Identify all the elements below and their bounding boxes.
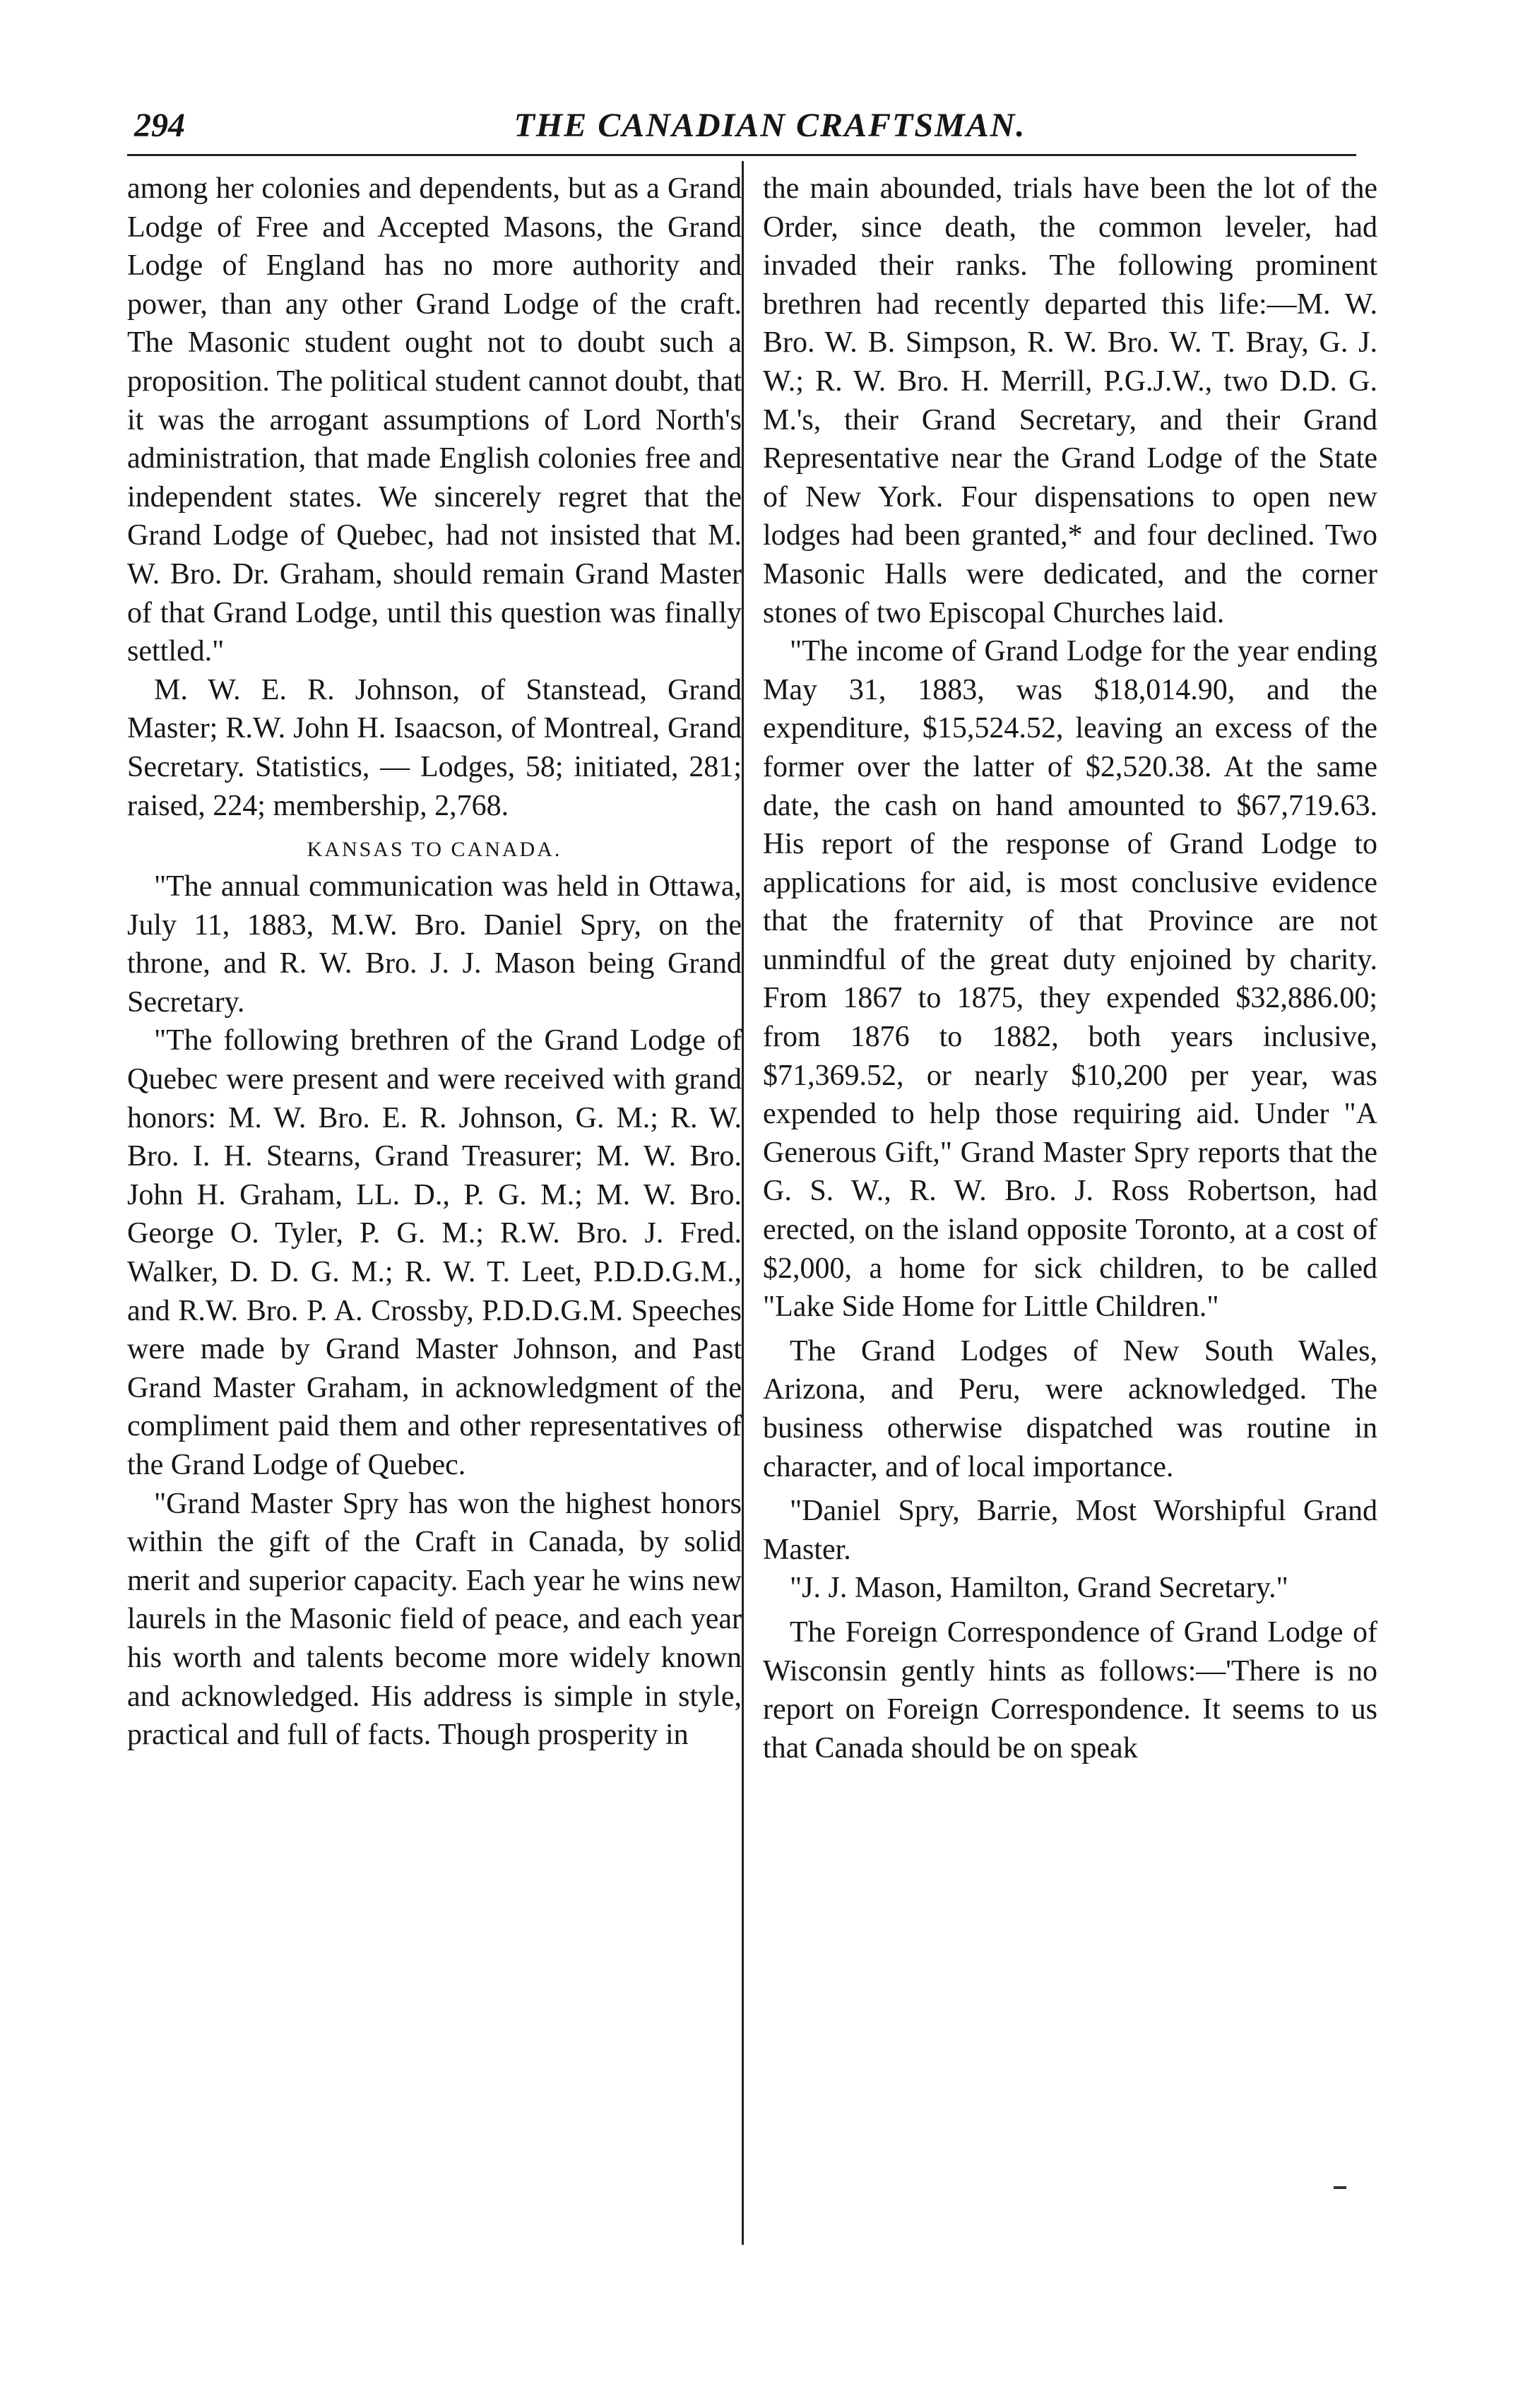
left-paragraph-2: M. W. E. R. Johnson, of Stanstead, Grand Master; R.W. John H. Isaacson, of Montreal, Grand Secretary. Statistics, — Lodges, 58; initiated, 281; raised, 224; membership, 2,768. [127,673,742,822]
page-header [127,92,1356,148]
right-paragraph-1: the main abounded, trials have been the lot of the Order, since death, the common leveler, had invaded their ranks. The following prominent brethren had recently departed this life:—M. W. Bro. W. B. Simpson, R. W. Bro. W. T. Bray, G. J. W.; R. W. Bro. H. Merrill, P.G.J.W., two D.D. G. M.'s, their Grand Secretary, and their Grand Representative near the Grand Lodge of the State of New York. Four dispensations to open new lodges had been granted,* and four declined. Two Masonic Halls were dedicated, and the corner stones of two Episcopal Churches laid. [763,172,1377,629]
right-paragraph-6: The Foreign Correspondence of Grand Lodge of Wisconsin gently hints as follows:—'There is no report on Foreign Correspondence. It seems to us that Canada should be on speak [763,1615,1377,1765]
right-paragraph-2: "The income of Grand Lodge for the year ending May 31, 1883, was $18,014.90, and the expenditure, $15,524.52, leaving an excess of the former over the latter of $2,520.38. At the same date, the cash on hand amounted to $67,719.63. His report of the response of Grand Lodge to applications for aid, is most conclusive evidence that the fraternity of that Province are not unmindful of the great duty enjoined by charity. From 1867 to 1875, they expended $32,886.00; from 1876 to 1882, both years inclusive, $71,369.52, or nearly $10,200 per year, was expended to help those requiring aid. Under "A Generous Gift," Grand Master Spry reports that the G. S. W., R. W. Bro. J. Ross Robertson, had erected, on the island opposite Toronto, at a cost of $2,000, a home for sick children, to be called "Lake Side Home for Little Children." [763,635,1377,1324]
right-paragraph-4: "Daniel Spry, Barrie, Most Worshipful Grand Master. [763,1495,1377,1566]
left-column [127,170,742,1755]
right-column [763,170,1377,1767]
right-paragraph-3: The Grand Lodges of New South Wales, Arizona, and Peru, were acknowledged. The business otherwise dispatched was routine in character, and of local importance. [763,1334,1377,1483]
running-title: THE CANADIAN CRAFTSMAN. [514,107,1026,144]
column-divider [742,161,744,2245]
section-heading: KANSAS TO CANADA. [307,838,562,862]
page-end-mark [1334,2186,1346,2189]
left-paragraph-5: "Grand Master Spry has won the highest honors within the gift of the Craft in Canada, by solid merit and superior capacity. Each year he wins new laurels in the Masonic field of peace, and each year his worth and talents become more widely known and acknowledged. His address is simple in style, practical and full of facts. Though prosperity in [127,1487,742,1752]
left-paragraph-3: "The annual communication was held in Ottawa, July 11, 1883, M.W. Bro. Daniel Spry, on the throne, and R. W. Bro. J. J. Mason being Grand Secretary. [127,870,742,1019]
header-rule [127,154,1356,156]
right-paragraph-5: "J. J. Mason, Hamilton, Grand Secretary." [790,1572,1288,1605]
page-number: 294 [134,107,185,144]
left-paragraph-1: among her colonies and dependents, but as a Grand Lodge of Free and Accepted Masons, the Grand Lodge of England has no more authority and power, than any other Grand Lodge of the craft. The Masonic student ought not to doubt such a proposition. The political student cannot doubt, that it was the arrogant assumptions of Lord North's administration, that made English colonies free and independent states. We sincerely regret that the Grand Lodge of Quebec, had not insisted that M. W. Bro. Dr. Graham, should remain Grand Master of that Grand Lodge, until this question was finally settled." [127,172,742,668]
left-paragraph-4: "The following brethren of the Grand Lodge of Quebec were present and were received with grand honors: M. W. Bro. E. R. Johnson, G. M.; R. W. Bro. I. H. Stearns, Grand Treasurer; M. W. Bro. John H. Graham, LL. D., P. G. M.; M. W. Bro. George O. Tyler, P. G. M.; R.W. Bro. J. Fred. Walker, D. D. G. M.; R. W. T. Leet, P.D.D.G.M., and R.W. Bro. P. A. Crossby, P.D.D.G.M. Speeches were made by Grand Master Johnson, and Past Grand Master Graham, in acknowledgment of the compliment paid them and other representatives of the Grand Lodge of Quebec. [127,1024,742,1481]
